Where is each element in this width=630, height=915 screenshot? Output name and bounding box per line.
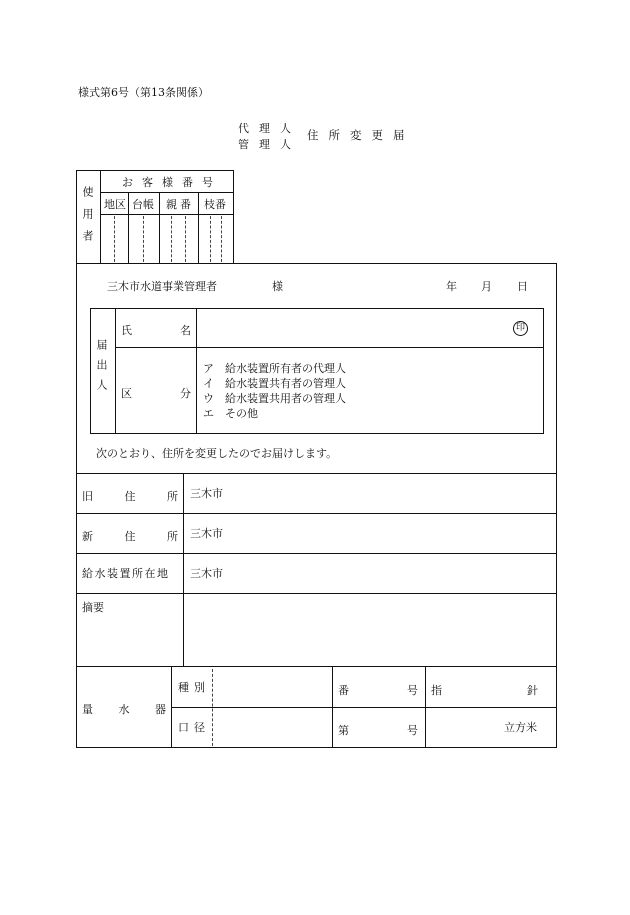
category-label-char: 分 (180, 387, 191, 400)
option-manager-co-owner[interactable]: イ 給水装置共有者の管理人 (203, 377, 346, 390)
customer-number-header: お客様番号 (122, 176, 222, 189)
user-label: 使用者 (81, 186, 94, 252)
title-prefix (238, 122, 301, 151)
date-month-label: 月 (481, 280, 492, 293)
date-day-label: 日 (517, 280, 528, 293)
date-year-label: 年 (446, 280, 457, 293)
old-address-value: 三木市 (190, 487, 223, 500)
input-ledger[interactable] (130, 216, 158, 262)
name-label-char: 名 (180, 324, 191, 337)
meter-diameter-label: 口径 (178, 721, 210, 734)
input-district[interactable] (102, 216, 128, 262)
input-branch-number[interactable] (200, 216, 232, 262)
meter-number-label: 番 号 (338, 684, 418, 697)
date-input[interactable] (424, 276, 534, 296)
title-agent: 代理人 (238, 122, 301, 135)
device-location-input[interactable] (186, 556, 554, 591)
title-manager: 管理人 (238, 138, 301, 151)
category-options (203, 361, 346, 421)
meter-serial-input[interactable] (335, 710, 423, 745)
meter-unit: 立方米 (504, 721, 537, 734)
device-location-value: 三木市 (190, 567, 223, 580)
remarks-input[interactable] (186, 596, 554, 664)
new-address-value: 三木市 (190, 527, 223, 540)
option-manager-shared-user[interactable]: ウ 給水装置共用者の管理人 (203, 392, 346, 405)
device-location-label: 給水装置所在地 (82, 567, 170, 580)
old-address-input[interactable] (186, 476, 554, 511)
meter-diameter-input[interactable] (215, 710, 330, 745)
addressee: 三木市水道事業管理者 (107, 280, 217, 293)
category-label (121, 385, 191, 401)
col-branch-number: 枝番 (204, 198, 226, 211)
new-address-input[interactable] (186, 516, 554, 551)
option-agent-owner[interactable]: ア 給水装置所有者の代理人 (203, 362, 346, 375)
meter-type-input[interactable] (215, 670, 330, 705)
form-number: 様式第6号（第13条関係） (78, 86, 209, 99)
meter-reading-label: 指 針 (431, 684, 538, 697)
new-address-label: 新 住 所 (82, 530, 178, 543)
input-parent-number[interactable] (161, 216, 197, 262)
option-other[interactable]: エ その他 (203, 407, 258, 420)
category-label-char: 区 (121, 387, 132, 400)
notifier-label: 届出人 (95, 339, 108, 399)
meter-type-label: 種別 (178, 681, 210, 694)
name-label-char: 氏 (121, 324, 132, 337)
name-label (121, 322, 191, 338)
statement: 次のとおり、住所を変更したのでお届けします。 (96, 447, 338, 460)
name-input[interactable] (200, 312, 500, 344)
page-title: 住所変更届 (307, 128, 415, 142)
meter-label: 量 水 器 (82, 703, 166, 716)
seal-mark: 印 (513, 321, 528, 336)
old-address-label: 旧 住 所 (82, 490, 178, 503)
col-ledger: 台帳 (132, 198, 154, 211)
honorific: 様 (272, 280, 283, 293)
col-district: 地区 (104, 198, 126, 211)
meter-serial-label: 第 号 (338, 724, 418, 737)
col-parent-number: 親番 (166, 198, 194, 211)
meter-reading-input[interactable] (428, 670, 554, 705)
remarks-label: 摘要 (82, 601, 104, 614)
